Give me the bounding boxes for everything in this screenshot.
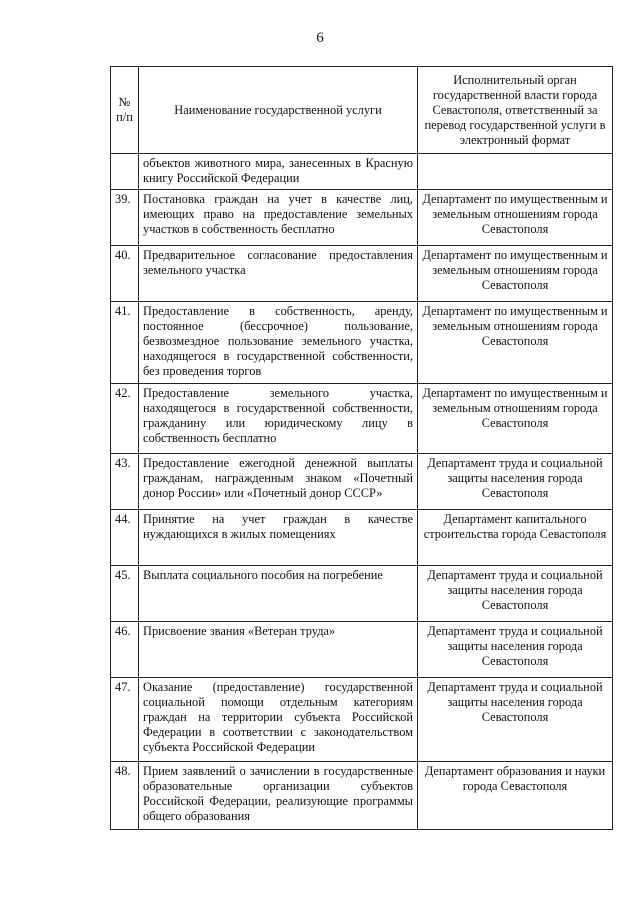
header-service: Наименование государственной услуги [139, 67, 418, 154]
row-number: 40. [111, 246, 139, 302]
row-service: Присвоение звания «Ветеран труда» [139, 622, 418, 678]
table-row [111, 678, 613, 762]
row-service: Предоставление земельного участка, находящегося в государственной собственности, гражданину или юридическому лицу в собственность бесплатно [139, 384, 418, 454]
row-number: 48. [111, 762, 139, 830]
services-table [110, 66, 613, 830]
row-service: Принятие на учет граждан в качестве нуждающихся в жилых помещениях [139, 510, 418, 566]
row-number: 45. [111, 566, 139, 622]
row-authority: Департамент образования и науки города Севастополя [418, 762, 613, 830]
row-number: 41. [111, 302, 139, 384]
row-number: 47. [111, 678, 139, 762]
table-row [111, 302, 613, 384]
table-row [111, 190, 613, 246]
row-number: 42. [111, 384, 139, 454]
row-service: Выплата социального пособия на погребение [139, 566, 418, 622]
row-number: 43. [111, 454, 139, 510]
row-authority: Департамент капитального строительства города Севастополя [418, 510, 613, 566]
header-authority: Исполнительный орган государственной власти города Севастополя, ответственный за перевод государственной услуги в электронный формат [418, 67, 613, 154]
row-authority: Департамент труда и социальной защиты населения города Севастополя [418, 678, 613, 762]
page-number: 6 [316, 30, 324, 46]
row-number: 39. [111, 190, 139, 246]
row-authority: Департамент по имущественным и земельным отношениям города Севастополя [418, 384, 613, 454]
table-body [111, 154, 613, 830]
table-row [111, 454, 613, 510]
row-number: 46. [111, 622, 139, 678]
table-row [111, 762, 613, 830]
row-authority [418, 154, 613, 190]
row-service: Прием заявлений о зачислении в государственные образовательные организации субъектов Российской Федерации, реализующие программы общего образования [139, 762, 418, 830]
row-service: Предоставление ежегодной денежной выплаты гражданам, награжденным знаком «Почетный донор России» или «Почетный донор СССР» [139, 454, 418, 510]
table-header [111, 67, 613, 154]
row-authority: Департамент по имущественным и земельным отношениям города Севастополя [418, 246, 613, 302]
table-row [111, 510, 613, 566]
row-number: 44. [111, 510, 139, 566]
header-number: № п/п [111, 67, 139, 154]
row-authority: Департамент труда и социальной защиты населения города Севастополя [418, 566, 613, 622]
row-authority: Департамент по имущественным и земельным отношениям города Севастополя [418, 302, 613, 384]
table-row [111, 154, 613, 190]
table-row [111, 384, 613, 454]
table-row [111, 566, 613, 622]
row-number [111, 154, 139, 190]
header-row [111, 67, 613, 154]
table-row [111, 246, 613, 302]
row-service: Постановка граждан на учет в качестве лиц, имеющих право на предоставление земельных участков в собственность бесплатно [139, 190, 418, 246]
row-authority: Департамент труда и социальной защиты населения города Севастополя [418, 622, 613, 678]
row-service: Оказание (предоставление) государственной социальной помощи отдельным категориям граждан на территории субъекта Российской Федерации в соответствии с законодательством субъекта Российской Федерации [139, 678, 418, 762]
row-authority: Департамент труда и социальной защиты населения города Севастополя [418, 454, 613, 510]
row-authority: Департамент по имущественным и земельным отношениям города Севастополя [418, 190, 613, 246]
row-service: объектов животного мира, занесенных в Красную книгу Российской Федерации [139, 154, 418, 190]
table-row [111, 622, 613, 678]
row-service: Предоставление в собственность, аренду, постоянное (бессрочное) пользование, безвозмездное пользование земельного участка, находящегося в государственной собственности, без проведения торгов [139, 302, 418, 384]
row-service: Предварительное согласование предоставления земельного участка [139, 246, 418, 302]
